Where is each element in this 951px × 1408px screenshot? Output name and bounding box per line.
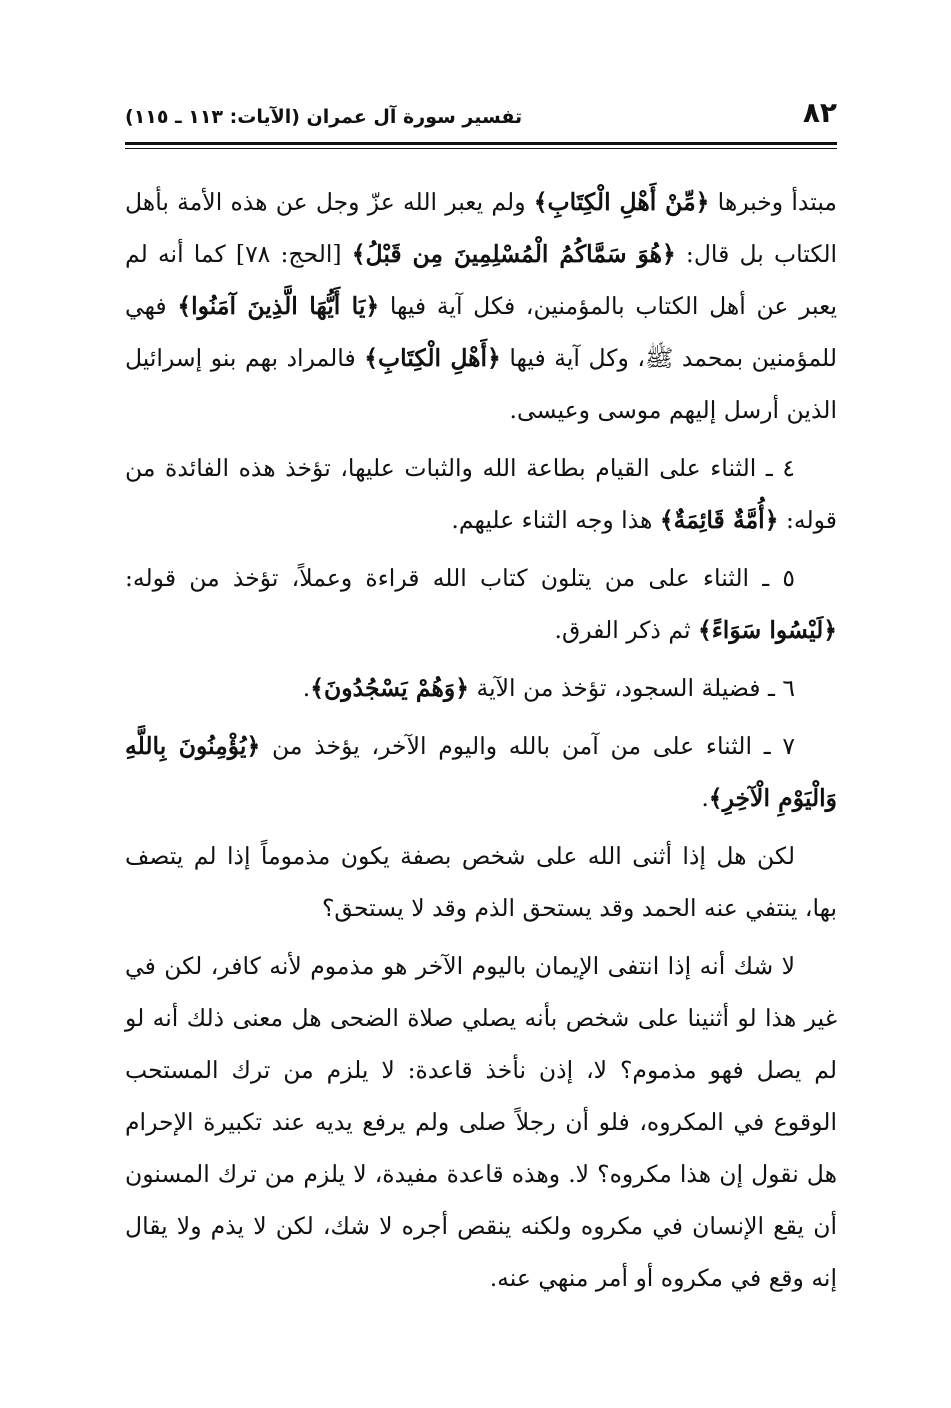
text-run: ثم ذكر الفرق.	[554, 616, 698, 644]
body-text	[125, 176, 837, 1310]
quran-quote: ﴿مِّنْ أَهْلِ الْكِتَابِ﴾	[533, 188, 710, 216]
page-header	[125, 96, 837, 140]
quran-quote: ﴿يُؤْمِنُونَ بِاللَّهِ وَالْيَوْمِ الْآخِرِ﴾	[125, 732, 837, 812]
quran-quote: ﴿أَهْلِ الْكِتَابِ﴾	[364, 344, 501, 372]
header-rule-thin	[125, 148, 837, 149]
quran-quote: ﴿لَيْسُوا سَوَاءً﴾	[697, 616, 837, 644]
quran-quote: ﴿يَا أَيُّهَا الَّذِينَ آمَنُوا﴾	[177, 292, 380, 320]
paragraph-answer: لا شك أنه إذا انتفى الإيمان باليوم الآخر هو مذموم لأنه كافر، لكن في غير هذا لو أثنينا على شخص بأنه يصلي صلاة الضحى هل معنى ذلك أنه لو لم يصل فهو مذموم؟ لا، إذن نأخذ قاعدة: لا يلزم من ترك المستحب الوقوع في المكروه، فلو أن رجلاً صلى ولم يرفع يديه عند تكبيرة الإحرام هل نقول إن هذا مكروه؟ لا. وهذه قاعدة مفيدة، لا يلزم من ترك المسنون أن يقع الإنسان في مكروه ولكنه ينقص أجره لا شك، لكن لا يذم ولا يقال إنه وقع في مكروه أو أمر منهي عنه.	[125, 952, 837, 1292]
paragraph-question: لكن هل إذا أثنى الله على شخص بصفة يكون مذموماً إذا لم يتصف بها، ينتفي عنه الحمد وقد يستحق الذم وقد لا يستحق؟	[125, 842, 837, 922]
text-run: ٤ ـ الثناء على القيام بطاعة الله والثبات عليها، تؤخذ هذه الفائدة من قوله:	[125, 454, 837, 534]
page-number: ٨٢	[802, 96, 837, 129]
quran-quote: ﴿وَهُمْ يَسْجُدُونَ﴾	[310, 674, 469, 702]
text-run: .	[302, 674, 311, 702]
paragraph-point-7	[125, 720, 837, 824]
text-run: فهي للمؤمنين بمحمد ﷺ، وكل آية فيها	[125, 292, 837, 372]
text-run: [الحج: ٧٨] كما أنه لم يعبر عن أهل الكتاب بالمؤمنين، فكل آية فيها	[125, 240, 838, 320]
paragraph-1	[125, 176, 837, 436]
text-run: ٦ ـ فضيلة السجود، تؤخذ من الآية	[469, 674, 795, 702]
text-run: ٥ ـ الثناء على من يتلون كتاب الله قراءة وعملاً، تؤخذ من قوله:	[125, 564, 795, 592]
text-run: .	[701, 784, 709, 812]
running-title: تفسير سورة آل عمران (الآيات: ١١٣ ـ ١١٥)	[125, 106, 523, 128]
paragraph-point-5	[125, 552, 837, 656]
text-run: هذا وجه الثناء عليهم.	[451, 506, 660, 534]
quran-quote: ﴿أُمَّةٌ قَائِمَةٌ﴾	[659, 506, 779, 534]
text-run: فالمراد بهم بنو إسرائيل الذين أرسل إليهم موسى وعيسى.	[125, 344, 837, 424]
header-rule-thick	[125, 142, 837, 145]
paragraph-point-4	[125, 442, 837, 546]
quran-quote: ﴿هُوَ سَمَّاكُمُ الْمُسْلِمِينَ مِن قَبْلُ﴾	[351, 240, 676, 268]
text-run: ولم يعبر الله عزّ وجل عن هذه الأمة بأهل الكتاب بل قال:	[125, 188, 838, 268]
text-run: ٧ ـ الثناء على من آمن بالله واليوم الآخر، يؤخذ من	[260, 732, 795, 760]
text-run: مبتدأ وخبرها	[709, 188, 838, 216]
paragraph-point-6	[125, 662, 837, 714]
